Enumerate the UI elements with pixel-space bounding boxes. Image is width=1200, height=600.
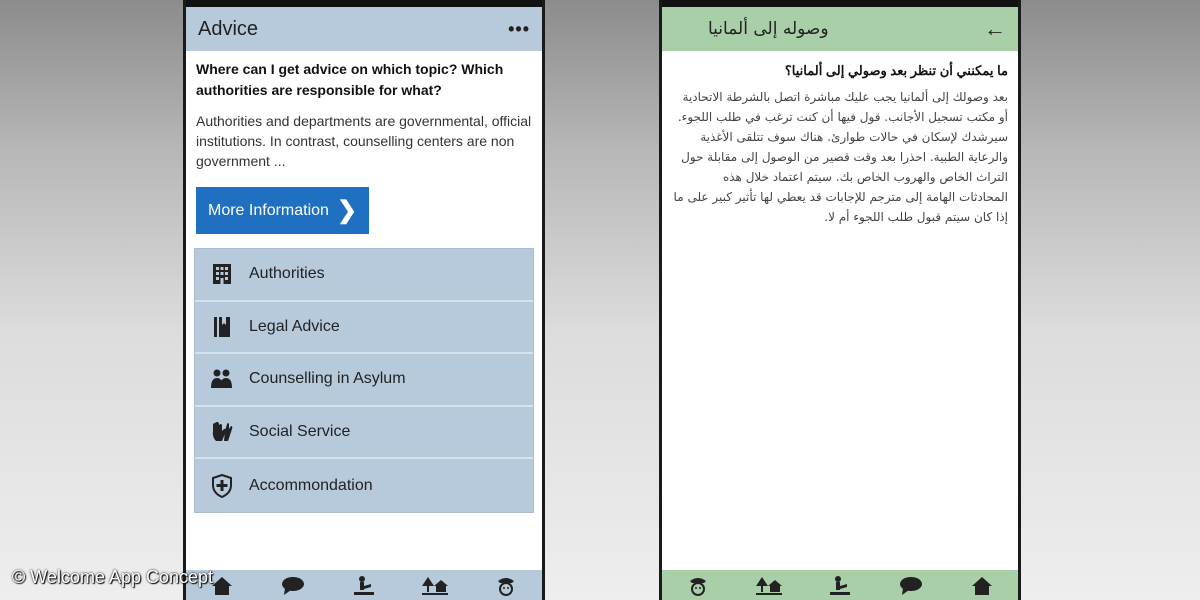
arabic-content (662, 63, 1018, 227)
chat-icon[interactable] (279, 574, 307, 598)
overflow-menu-icon[interactable]: ••• (508, 18, 530, 39)
tree-house-icon[interactable] (755, 574, 783, 598)
screen-left (186, 0, 542, 600)
question-title: Where can I get advice on which topic? Which authorities are responsible for what? (196, 61, 504, 98)
reading-person-icon[interactable] (350, 574, 378, 598)
back-arrow-icon[interactable]: ← (984, 16, 1006, 41)
advice-content (186, 59, 542, 234)
shield-plus-icon (209, 473, 235, 499)
question-title: ما يمكنني أن تنظر بعد وصولي إلى ألمانيا؟ (784, 63, 1008, 78)
question-summary: Authorities and departments are governmental, official institutions. In contrast, counselling centers are non government ... (196, 113, 532, 169)
status-bar (186, 0, 542, 7)
page-title: وصوله إلى ألمانيا (708, 19, 829, 39)
menu-item-label: Authorities (249, 265, 325, 283)
advice-menu (194, 248, 534, 513)
phone-right (659, 0, 1021, 600)
menu-item-label: Counselling in Asylum (249, 370, 406, 388)
phone-left (183, 0, 545, 600)
building-icon (209, 261, 235, 287)
menu-item-authorities[interactable] (195, 249, 533, 302)
chat-icon[interactable] (897, 574, 925, 598)
hands-icon (209, 419, 235, 445)
menu-item-label: Legal Advice (249, 317, 340, 335)
copyright-watermark: © Welcome App Concept (12, 567, 214, 587)
tree-house-icon[interactable] (421, 574, 449, 598)
chevron-right-icon: ❯ (336, 196, 358, 224)
menu-item-counselling[interactable] (195, 354, 533, 407)
answer-text: بعد وصولك إلى ألمانيا يجب عليك مباشرة اتصل بالشرطة الاتحادية أو مكتب تسجيل الأجانب. قول فيها أن كنت ترغب في طلب اللجوء. سيرشدك لإسكان في حالات طوارئ. هناك سوف تتلقى الأغذية والرعاية الطبية. احذرا بعد وقت قصير من الوصول إلى مقابلة حول التراث الخاص والهروب الخاص بك. سيتم اعتماد خلال هذه المحادثات الهامة إلى مترجم للإجابات قد يعطي لها تأثير كبير على ما إذا كان سيتم قبول طلب اللجوء أم لا. (673, 90, 1008, 224)
bottom-nav (186, 570, 542, 600)
menu-item-label: Accommondation (249, 476, 373, 494)
reading-person-icon[interactable] (826, 574, 854, 598)
page-title: Advice (198, 17, 259, 40)
app-bar (662, 7, 1018, 51)
police-icon[interactable] (684, 574, 712, 598)
more-information-button[interactable] (196, 187, 369, 234)
menu-item-label: Social Service (249, 423, 351, 441)
menu-item-legal-advice[interactable] (195, 302, 533, 355)
more-information-label: More Information (208, 201, 329, 219)
police-icon[interactable] (492, 574, 520, 598)
book-icon (209, 314, 235, 340)
people-icon (209, 366, 235, 392)
menu-item-accommodation[interactable] (195, 459, 533, 512)
home-icon[interactable] (968, 574, 996, 598)
bottom-nav (662, 570, 1018, 600)
screen-right (662, 0, 1018, 600)
status-bar (662, 0, 1018, 7)
menu-item-social-service[interactable] (195, 407, 533, 460)
app-bar (186, 7, 542, 51)
